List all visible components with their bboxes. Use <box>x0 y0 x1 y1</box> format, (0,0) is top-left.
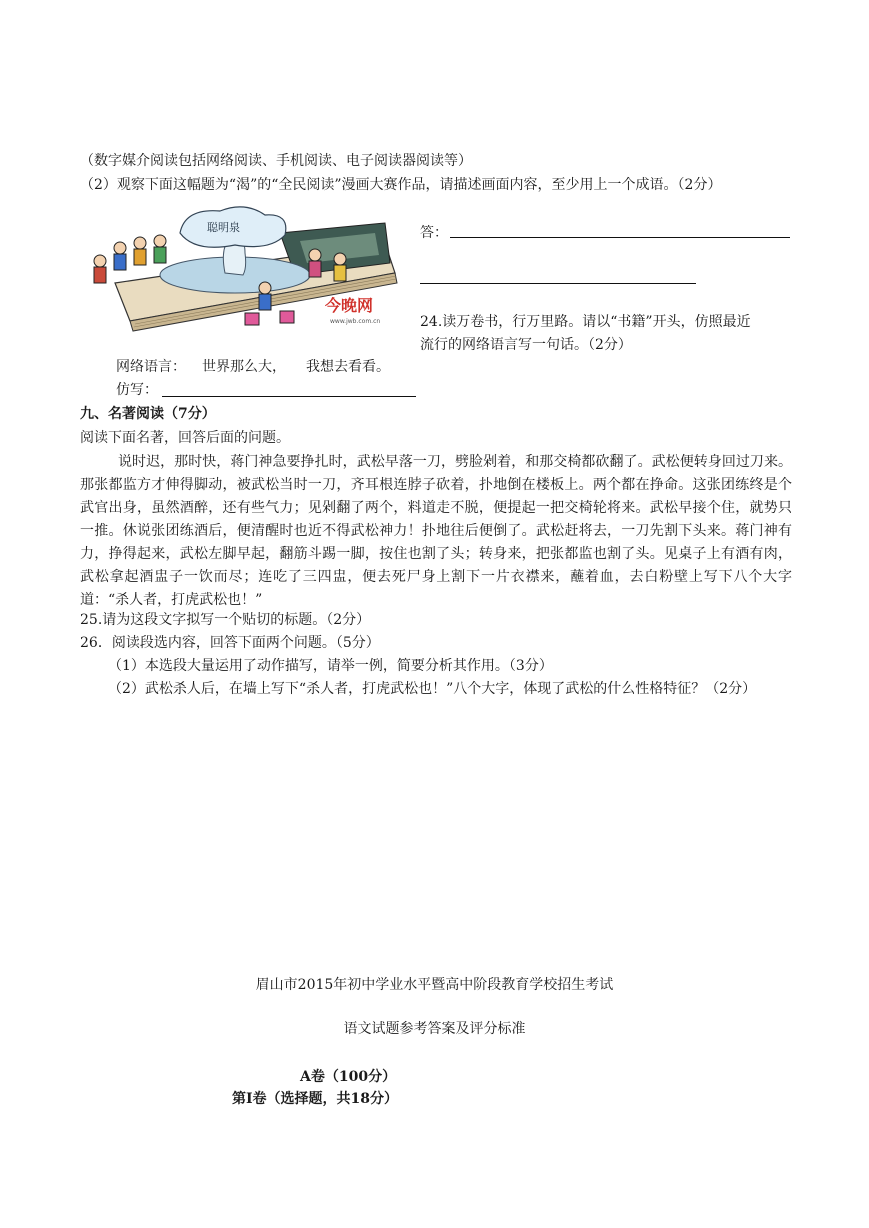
cartoon-illustration <box>85 203 408 333</box>
answer-line-2[interactable] <box>420 283 696 284</box>
answer-label: 答： <box>420 225 448 241</box>
cartoon-logo-url: www.jwb.com.cn <box>330 318 381 325</box>
passage: 说时迟，那时快，蒋门神急要挣扎时，武松早落一刀，劈脸剁着，和那交椅都砍翻了。武松便转身回过刀来。那张都监方才伸得脚动，被武松当时一刀，齐耳根连脖子砍着，扑地倒在楼板上。两个都在挣命。这张团练终是个武官出身，虽然酒醉，还有些气力；见剁翻了两个，料道走不脱，便提起一把交椅轮将来。武松早接个住，就势只一推。休说张团练酒后，便清醒时也近不得武松神力！扑地往后便倒了。武松赶将去，一刀先割下头来。蒋门神有力，挣得起来，武松左脚早起，翻筋斗踢一脚，按住也割了头；转身来，把张都监也割了头。见桌子上有酒有肉，武松拿起酒盅子一饮而尽；连吃了三四盅，便去死尸身上割下一片衣襟来，蘸着血，去白粉壁上写下八个大字道：“杀人者，打虎武松也！” <box>80 454 792 608</box>
q23-2-question: （2）观察下面这幅题为“渴”的“全民阅读”漫画大赛作品，请描述画面内容，至少用上一个成语。（2分） <box>80 177 722 193</box>
answer-key-subtitle: 语文试题参考答案及评分标准 <box>343 1021 526 1037</box>
q25: 25.请为这段文字拟写一个贴切的标题。（2分） <box>80 612 371 628</box>
q26: 26．阅读段选内容，回答下面两个问题。（5分） <box>80 635 380 651</box>
section-9-intro: 阅读下面名著，回答后面的问题。 <box>80 430 290 446</box>
q26-1: （1）本选段大量运用了动作描写，请举一例，简要分析其作用。（3分） <box>108 658 553 674</box>
part-1-heading: 第Ⅰ卷（选择题，共18分） <box>232 1091 399 1107</box>
q23-note: （数字媒介阅读包括网络阅读、手机阅读、电子阅读器阅读等） <box>80 153 472 169</box>
net-label: 网络语言： <box>116 359 186 375</box>
q24-line2: 流行的网络语言写一句话。（2分） <box>420 337 632 353</box>
answer-key-title: 眉山市2015年初中学业水平暨高中阶段教育学校招生考试 <box>255 977 614 993</box>
imitate-line[interactable] <box>162 396 416 397</box>
imitate-label: 仿写： <box>116 382 158 398</box>
cartoon-cloud-text: 聪明泉 <box>207 221 240 234</box>
net-part2: 我想去看看。 <box>306 359 390 375</box>
q26-2: （2）武松杀人后，在墙上写下“杀人者，打虎武松也！”八个大字，体现了武松的什么性格特征？（2分） <box>108 681 757 697</box>
volume-a: A卷（100分） <box>300 1069 397 1085</box>
cartoon-logo: 今晚网 <box>325 296 374 315</box>
net-part1: 世界那么大， <box>202 359 286 375</box>
section-9-heading: 九、名著阅读（7分） <box>80 406 216 422</box>
q24-line1: 24.读万卷书，行万里路。请以“书籍”开头，仿照最近 <box>420 314 751 330</box>
answer-line-1[interactable] <box>450 237 790 238</box>
